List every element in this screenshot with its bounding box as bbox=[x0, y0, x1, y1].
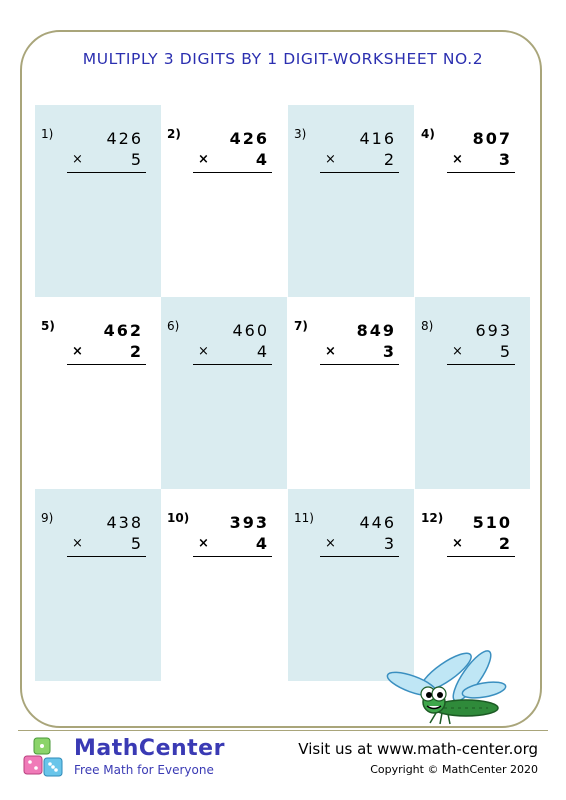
problem-number: 7) bbox=[294, 319, 308, 333]
multiply-sign: × bbox=[325, 152, 336, 167]
problem-number: 3) bbox=[294, 127, 307, 141]
worksheet-title: MULTIPLY 3 DIGITS BY 1 DIGIT-WORKSHEET NO.2 bbox=[82, 50, 484, 68]
problem-cell bbox=[35, 105, 161, 297]
problem-cell bbox=[161, 489, 287, 681]
multiplicand: 426 bbox=[106, 129, 143, 148]
problem-number: 6) bbox=[167, 319, 180, 333]
answer-line bbox=[193, 172, 272, 173]
problem-cell bbox=[415, 297, 530, 489]
problem-cell bbox=[415, 105, 530, 297]
problem-cell bbox=[161, 297, 287, 489]
answer-line bbox=[447, 556, 515, 557]
problem-cell bbox=[35, 489, 161, 681]
problem-number: 2) bbox=[167, 127, 181, 141]
problem-number: 10) bbox=[167, 511, 190, 525]
multiply-sign: × bbox=[198, 536, 209, 551]
problem-number: 11) bbox=[294, 511, 314, 525]
multiplier: 5 bbox=[499, 342, 512, 361]
multiplier: 4 bbox=[255, 150, 269, 169]
copyright-text: Copyright © MathCenter 2020 bbox=[370, 763, 538, 776]
multiplicand: 416 bbox=[359, 129, 396, 148]
multiplicand: 438 bbox=[106, 513, 143, 532]
answer-line bbox=[193, 364, 272, 365]
problem-cell bbox=[288, 297, 414, 489]
multiply-sign: × bbox=[325, 536, 336, 551]
multiply-sign: × bbox=[452, 536, 463, 551]
multiply-sign: × bbox=[452, 152, 463, 167]
multiplier: 3 bbox=[383, 534, 396, 553]
multiplicand: 462 bbox=[103, 321, 143, 340]
multiplicand: 460 bbox=[232, 321, 269, 340]
multiplier: 2 bbox=[129, 342, 143, 361]
multiply-sign: × bbox=[198, 344, 209, 359]
answer-line bbox=[67, 172, 146, 173]
answer-line bbox=[67, 556, 146, 557]
answer-line bbox=[447, 364, 515, 365]
multiplicand: 426 bbox=[229, 129, 269, 148]
website-link[interactable]: Visit us at www.math-center.org bbox=[298, 740, 538, 758]
multiply-sign: × bbox=[72, 152, 83, 167]
problem-cell bbox=[288, 105, 414, 297]
dragonfly-icon bbox=[384, 650, 514, 730]
answer-line bbox=[67, 364, 146, 365]
multiplicand: 693 bbox=[475, 321, 512, 340]
multiplicand: 393 bbox=[229, 513, 269, 532]
multiplicand: 807 bbox=[472, 129, 512, 148]
multiplier: 4 bbox=[256, 342, 269, 361]
problem-number: 1) bbox=[41, 127, 54, 141]
brand-tagline: Free Math for Everyone bbox=[74, 763, 214, 777]
problem-number: 8) bbox=[421, 319, 434, 333]
multiplier: 3 bbox=[382, 342, 396, 361]
multiply-sign: × bbox=[452, 344, 463, 359]
multiply-sign: × bbox=[198, 152, 209, 167]
brand-name: MathCenter bbox=[74, 736, 225, 761]
answer-line bbox=[447, 172, 515, 173]
problem-number: 5) bbox=[41, 319, 55, 333]
problem-number: 4) bbox=[421, 127, 435, 141]
multiply-sign: × bbox=[325, 344, 336, 359]
dice-cubes-icon bbox=[20, 736, 70, 786]
multiplicand: 849 bbox=[356, 321, 396, 340]
problem-grid bbox=[35, 105, 530, 681]
multiplier: 2 bbox=[383, 150, 396, 169]
multiply-sign: × bbox=[72, 536, 83, 551]
multiplier: 3 bbox=[498, 150, 512, 169]
multiply-sign: × bbox=[72, 344, 83, 359]
problem-number: 12) bbox=[421, 511, 444, 525]
answer-line bbox=[320, 364, 399, 365]
footer-divider bbox=[18, 730, 548, 731]
multiplier: 4 bbox=[255, 534, 269, 553]
multiplier: 5 bbox=[130, 150, 143, 169]
answer-line bbox=[320, 556, 399, 557]
problem-cell bbox=[161, 105, 287, 297]
problem-number: 9) bbox=[41, 511, 54, 525]
multiplicand: 510 bbox=[472, 513, 512, 532]
multiplier: 2 bbox=[498, 534, 512, 553]
answer-line bbox=[193, 556, 272, 557]
problem-cell bbox=[35, 297, 161, 489]
multiplier: 5 bbox=[130, 534, 143, 553]
multiplicand: 446 bbox=[359, 513, 396, 532]
answer-line bbox=[320, 172, 399, 173]
